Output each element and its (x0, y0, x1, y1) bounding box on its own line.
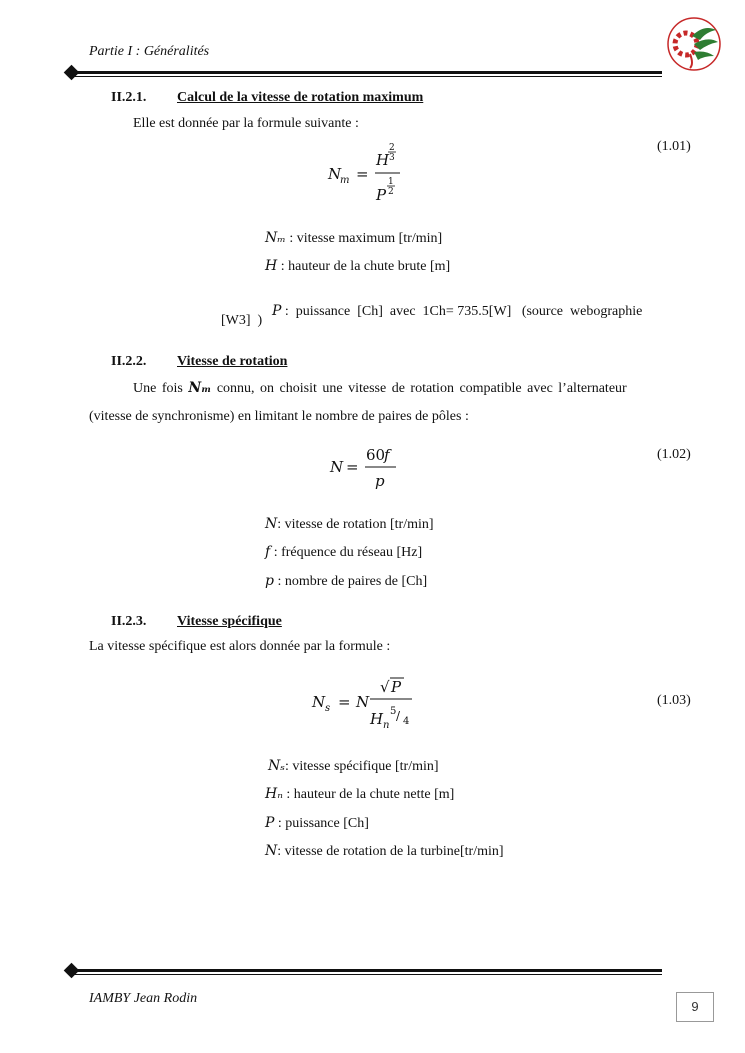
equation-number: (1.01) (657, 139, 691, 154)
paragraph (133, 380, 656, 397)
svg-text:2: 2 (389, 143, 395, 153)
symbol: N (265, 843, 278, 859)
svg-text:3: 3 (389, 153, 395, 163)
paragraph: La vitesse spécifique est alors donnée par la formule : (89, 639, 391, 654)
text: connu, on choisit une vitesse de rotation compatible avec l’alternateur (211, 381, 627, 396)
section-number: II.2.1. (111, 90, 147, 105)
definition-text: : vitesse de rotation [tr/min] (277, 517, 434, 532)
svg-text:n: n (383, 720, 390, 731)
definition-text: : fréquence du réseau [Hz] (270, 545, 423, 560)
svg-text:H: H (376, 151, 390, 169)
definition-text: : nombre de paires de [Ch] (273, 574, 428, 589)
svg-text:P: P (376, 186, 387, 204)
svg-text:=: = (346, 458, 359, 476)
equation-1-02 (322, 440, 412, 494)
footer-author: IAMBY Jean Rodin (89, 991, 198, 1006)
svg-text:N: N (328, 165, 342, 183)
text: Une fois (133, 381, 189, 396)
svg-text:√: √ (380, 678, 390, 696)
running-header: Partie I : Généralités (89, 44, 210, 59)
symbol: P (265, 815, 275, 831)
svg-text:2: 2 (388, 187, 394, 197)
symbol: Hₙ (265, 786, 283, 802)
definition-row (265, 287, 642, 320)
section-title: Vitesse de rotation (177, 354, 288, 369)
definition-text: : puissance [Ch] (274, 816, 369, 831)
definition-text: : vitesse de rotation de la turbine[tr/min] (277, 844, 504, 859)
footer-rule (66, 968, 662, 976)
svg-text:=: = (356, 165, 369, 183)
paragraph: Elle est donnée par la formule suivante : (133, 116, 359, 131)
svg-text:m: m (340, 175, 350, 186)
symbol: P (272, 303, 282, 319)
definition-row (265, 258, 450, 275)
definition-text: : hauteur de la chute nette [m] (282, 787, 455, 802)
svg-text:f: f (384, 446, 390, 464)
symbol: Nₛ (268, 758, 285, 774)
symbol: N (265, 516, 278, 532)
definition-text: : puissance [Ch] avec 1Ch= 735.5[W] (source webographie (281, 304, 643, 319)
definition-row (265, 815, 369, 832)
page-number: 9 (676, 992, 714, 1022)
section-number: II.2.3. (111, 614, 147, 629)
definition-row (265, 843, 504, 860)
svg-text:/: / (396, 709, 401, 723)
definition-row (265, 786, 454, 803)
svg-text:N: N (356, 693, 370, 711)
svg-text:N: N (312, 693, 326, 711)
definition-row (265, 230, 442, 247)
svg-text:N: N (330, 458, 344, 476)
section-title: Calcul de la vitesse de rotation maximum (177, 90, 424, 105)
definition-text: : vitesse maximum [tr/min] (285, 231, 443, 246)
definition-row (268, 758, 439, 775)
definition-row (265, 544, 422, 561)
symbol: Nₘ (265, 230, 286, 246)
symbol: p (265, 573, 274, 589)
definition-text: : vitesse spécifique [tr/min] (284, 759, 439, 774)
equation-1-03 (308, 672, 428, 734)
definition-continuation: [W3] ) (221, 313, 263, 328)
svg-text:s: s (325, 703, 331, 714)
svg-text:5: 5 (390, 706, 397, 717)
svg-text:4: 4 (403, 716, 410, 727)
svg-text:P: P (391, 678, 402, 696)
svg-text:60: 60 (366, 446, 386, 464)
definition-row (265, 516, 434, 533)
svg-text:H: H (370, 710, 384, 728)
svg-text:1: 1 (388, 177, 394, 187)
definition-text: : hauteur de la chute brute [m] (277, 259, 451, 274)
section-title: Vitesse spécifique (177, 614, 282, 629)
header-rule (66, 70, 662, 78)
section-number: II.2.2. (111, 354, 147, 369)
equation-number: (1.02) (657, 447, 691, 462)
svg-text:=: = (338, 693, 351, 711)
symbol: f (265, 544, 271, 560)
equation-1-01 (320, 136, 430, 208)
equation-number: (1.03) (657, 693, 691, 708)
svg-text:p: p (375, 472, 385, 490)
symbol: Nₘ (188, 380, 212, 396)
symbol: H (265, 258, 278, 274)
definition-row (265, 573, 427, 590)
paragraph: (vitesse de synchronisme) en limitant le nombre de paires de pôles : (89, 409, 469, 424)
university-logo (666, 16, 722, 72)
